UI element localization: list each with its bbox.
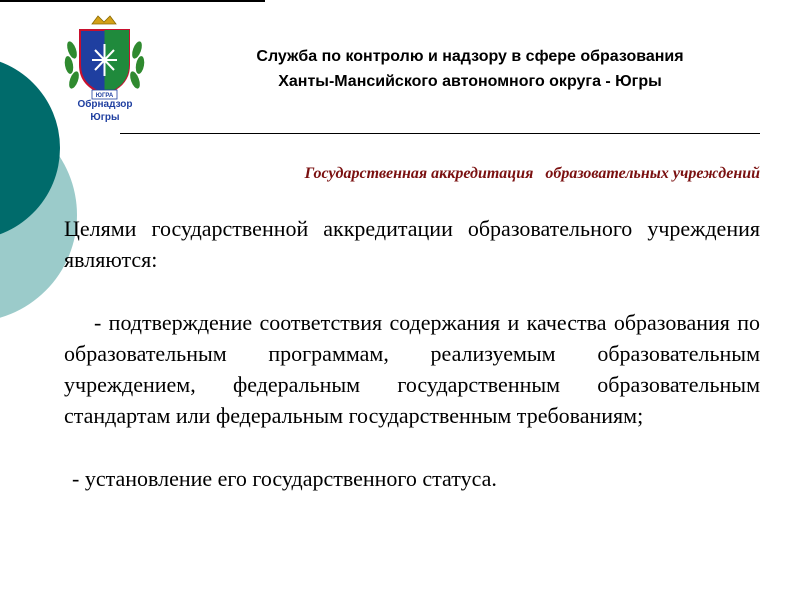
page-header: [170, 44, 770, 94]
logo-caption-line2: Югры: [90, 112, 120, 123]
header-divider: [120, 133, 760, 134]
coat-of-arms-logo: [62, 10, 147, 100]
header-line1: Служба по контролю и надзору в сфере образования: [256, 48, 684, 65]
list-item-status: - установление его государственного статуса.: [72, 466, 497, 491]
emblem-label: ЮГРА: [95, 93, 114, 99]
list-item-confirmation: - подтверждение соответствия содержания и качества образования по образовательным программам, реализуемым образовательным учреждением, федеральным государственным образовательным стандартам или федеральным государственным требованиям;: [64, 310, 760, 428]
slide-content: [64, 213, 760, 494]
header-line2: Ханты-Мансийского автономного округа - Югры: [278, 73, 662, 90]
logo-caption-line1: Обрнадзор: [77, 99, 133, 110]
slide-subtitle: Государственная аккредитация образовательных учреждений: [304, 165, 760, 182]
content-intro: Целями государственной аккредитации образовательного учреждения являются:: [64, 216, 760, 272]
logo-caption: [62, 98, 148, 124]
